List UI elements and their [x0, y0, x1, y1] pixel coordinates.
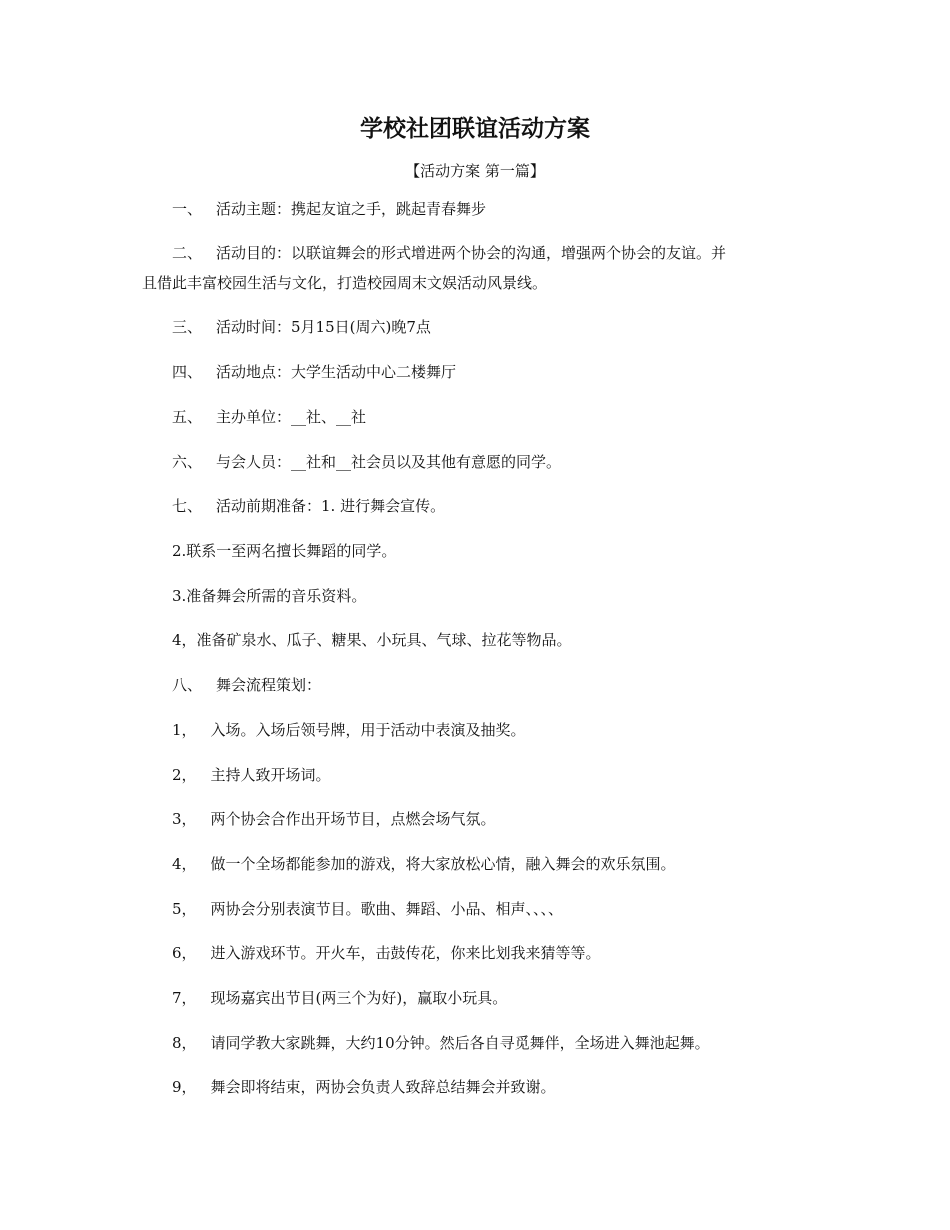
section-7	[172, 494, 445, 518]
section-text: 主办单位：__社、__社	[216, 408, 367, 426]
prep-item: 2.联系一至两名擅长舞蹈的同学。	[172, 542, 397, 560]
section-number: 四、	[172, 363, 203, 381]
section-2	[172, 241, 812, 265]
section-1	[172, 197, 486, 221]
section-3	[172, 315, 431, 339]
prep-item: 4，准备矿泉水、瓜子、糖果、小玩具、气球、拉花等物品。	[172, 631, 572, 649]
section-8	[172, 673, 321, 697]
flow-number: 8，	[172, 1034, 197, 1052]
flow-item	[172, 1075, 556, 1099]
section-number: 二、	[172, 244, 203, 262]
flow-number: 6，	[172, 944, 197, 962]
flow-item	[172, 807, 496, 831]
section-number: 八、	[172, 676, 203, 694]
section-number: 五、	[172, 408, 203, 426]
flow-number: 9，	[172, 1078, 197, 1096]
section-text: 活动地点：大学生活动中心二楼舞厅	[216, 363, 457, 381]
section-text: 活动前期准备：1. 进行舞会宣传。	[216, 497, 446, 515]
section-number: 一、	[172, 200, 203, 218]
section-number: 七、	[172, 497, 203, 515]
flow-text: 两个协会合作出开场节目，点燃会场气氛。	[210, 810, 496, 828]
flow-text: 两协会分别表演节目。歌曲、舞蹈、小品、相声、、、、	[210, 900, 564, 918]
flow-text: 进入游戏环节。开火车，击鼓传花，你来比划我来猜等等。	[210, 944, 601, 962]
flow-text: 现场嘉宾出节目(两三个为好)，赢取小玩具。	[210, 989, 508, 1007]
flow-text: 主持人致开场词。	[210, 766, 331, 784]
flow-number: 3，	[172, 810, 197, 828]
flow-text: 舞会即将结束，两协会负责人致辞总结舞会并致谢。	[210, 1078, 556, 1096]
flow-number: 4，	[172, 855, 197, 873]
document-title: 学校社团联谊活动方案	[360, 115, 590, 142]
flow-text: 做一个全场都能参加的游戏，将大家放松心情，融入舞会的欢乐氛围。	[210, 855, 676, 873]
flow-item	[172, 852, 676, 876]
flow-number: 2，	[172, 766, 197, 784]
section-number: 六、	[172, 453, 203, 471]
section-text: 活动时间：5月15日(周六)晚7点	[216, 318, 431, 336]
flow-item	[172, 718, 526, 742]
prep-item: 3.准备舞会所需的音乐资料。	[172, 587, 367, 605]
flow-number: 1，	[172, 721, 197, 739]
section-text: 舞会流程策划：	[216, 676, 322, 694]
flow-number: 7，	[172, 989, 197, 1007]
section-text: 与会人员：__社和__社会员以及其他有意愿的同学。	[216, 453, 562, 471]
section-text: 活动主题：携起友谊之手，跳起青春舞步	[216, 200, 487, 218]
flow-item	[172, 986, 507, 1010]
flow-text: 请同学教大家跳舞，大约10分钟。然后各自寻觅舞伴，全场进入舞池起舞。	[210, 1034, 710, 1052]
flow-item	[172, 1031, 710, 1055]
flow-number: 5，	[172, 900, 197, 918]
flow-text: 入场。入场后领号牌，用于活动中表演及抽奖。	[210, 721, 526, 739]
section-5	[172, 405, 366, 429]
flow-item	[172, 763, 331, 787]
document-subtitle: 【活动方案 第一篇】	[405, 162, 545, 180]
flow-item	[172, 941, 601, 965]
section-2-continuation: 且借此丰富校园生活与文化，打造校园周末文娱活动风景线。	[142, 274, 548, 292]
section-4	[172, 360, 456, 384]
section-number: 三、	[172, 318, 203, 336]
flow-item	[172, 897, 563, 921]
section-text: 活动目的：以联谊舞会的形式增进两个协会的沟通，增强两个协会的友谊。并	[216, 244, 727, 262]
section-6	[172, 450, 561, 474]
